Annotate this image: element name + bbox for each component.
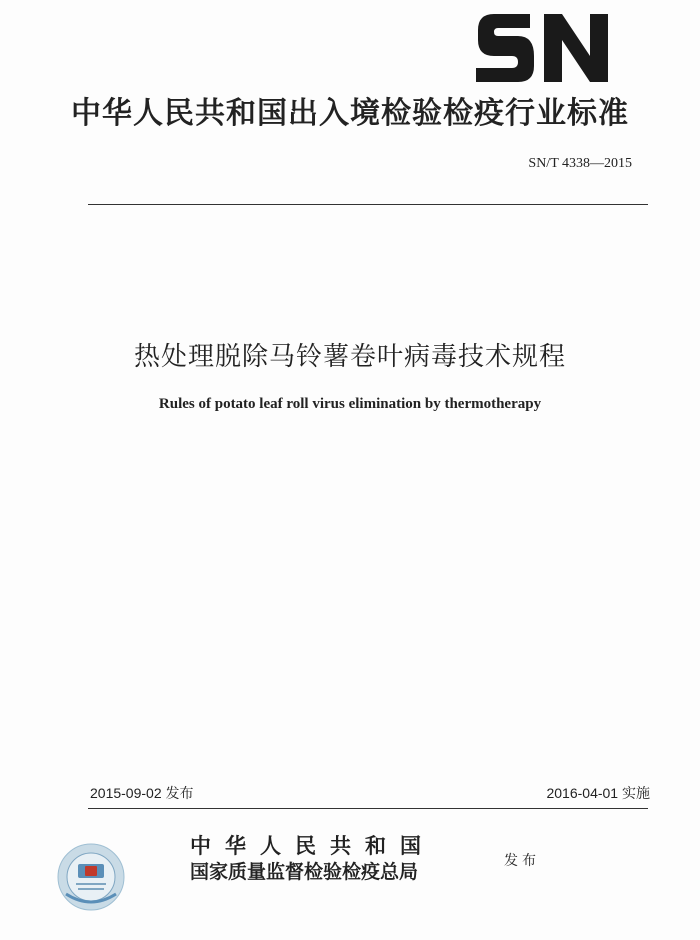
issue-date: 2015-09-02 发布 bbox=[90, 785, 194, 801]
standard-number: SN/T 4338—2015 bbox=[528, 156, 632, 171]
industry-standard-title: 中华人民共和国出入境检验检疫行业标准 bbox=[71, 96, 629, 131]
anti-counterfeit-seal-icon bbox=[56, 842, 126, 912]
chinese-title: 热处理脱除马铃薯卷叶病毒技术规程 bbox=[133, 342, 566, 372]
issuer-agency: 国家质量监督检验检疫总局 bbox=[190, 861, 419, 883]
english-title: Rules of potato leaf roll virus elimination by thermotherapy bbox=[158, 396, 542, 412]
implementation-date: 2016-04-01 实施 bbox=[546, 785, 650, 801]
top-divider bbox=[88, 204, 648, 205]
issuer-country: 中华人民共和国 bbox=[190, 833, 435, 858]
bottom-divider bbox=[88, 808, 648, 809]
sn-logo bbox=[472, 12, 612, 84]
issuer-block bbox=[190, 834, 490, 884]
issue-action: 发布 bbox=[504, 853, 540, 869]
